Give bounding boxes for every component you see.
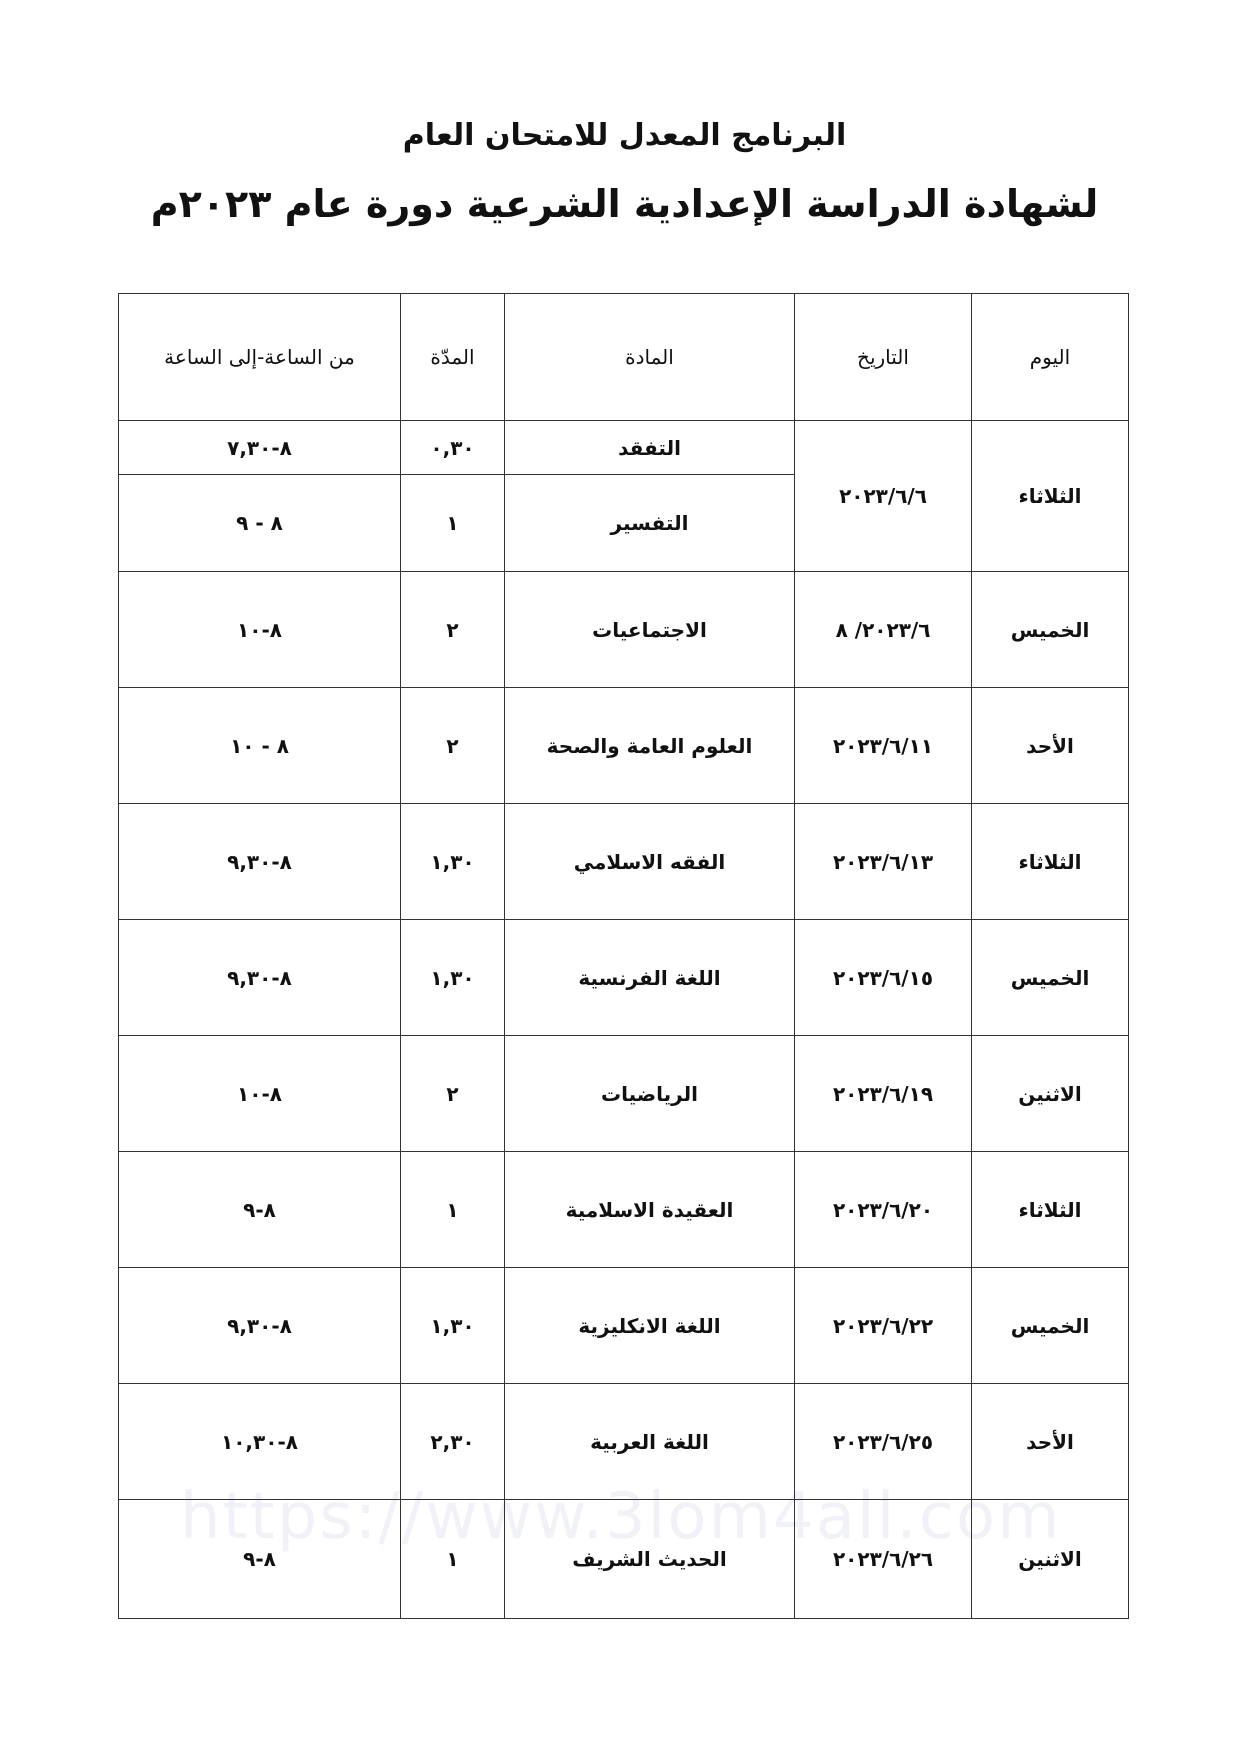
subject-cell: التفسير: [505, 475, 795, 572]
header-duration: المدّة: [401, 294, 505, 421]
day-cell: الخميس: [972, 920, 1129, 1036]
watermark-url: https://www.3lom4all.com: [180, 1480, 1062, 1554]
time-cell: ٨-١٠: [119, 572, 401, 688]
subject-cell: العلوم العامة والصحة: [505, 688, 795, 804]
header-date: التاريخ: [795, 294, 972, 421]
table-row: [119, 1036, 1129, 1152]
duration-cell: ١: [401, 475, 505, 572]
duration-cell: ٢: [401, 688, 505, 804]
date-cell: ٢٠٢٣/٦/١٣: [795, 804, 972, 920]
subject-cell: التفقد: [505, 421, 795, 475]
time-cell: ٨-١٠,٣٠: [119, 1384, 401, 1500]
table-header-row: [119, 294, 1129, 421]
duration-cell: ١: [401, 1152, 505, 1268]
time-cell: ٨-٩,٣٠: [119, 804, 401, 920]
date-cell: ٢٠٢٣/٦/٢٥: [795, 1384, 972, 1500]
day-cell: الأحد: [972, 1384, 1129, 1500]
duration-cell: ٢: [401, 572, 505, 688]
day-cell: الثلاثاء: [972, 1152, 1129, 1268]
time-cell: ٨ - ١٠: [119, 688, 401, 804]
table-row: [119, 688, 1129, 804]
table-row: [119, 920, 1129, 1036]
time-cell: ٨-٩: [119, 1152, 401, 1268]
subject-cell: العقيدة الاسلامية: [505, 1152, 795, 1268]
subject-cell: الفقه الاسلامي: [505, 804, 795, 920]
duration-cell: ١,٣٠: [401, 804, 505, 920]
table-row: [119, 1268, 1129, 1384]
duration-cell: ٢: [401, 1036, 505, 1152]
day-cell: الثلاثاء: [972, 421, 1129, 572]
duration-cell: ١,٣٠: [401, 1268, 505, 1384]
date-cell: ٢٠٢٣/٦/١٥: [795, 920, 972, 1036]
table-row: [119, 1500, 1129, 1619]
date-cell: ٢٠٢٣/٦/٢٠: [795, 1152, 972, 1268]
subject-cell: اللغة الفرنسية: [505, 920, 795, 1036]
date-cell: ٢٠٢٣/٦/ ٨: [795, 572, 972, 688]
time-cell: ٨-٩,٣٠: [119, 1268, 401, 1384]
date-cell: ٢٠٢٣/٦/٢٦: [795, 1500, 972, 1619]
document-title-line-2: لشهادة الدراسة الإعدادية الشرعية دورة عام ٢٠٢٣م: [150, 182, 1099, 226]
date-cell: ٢٠٢٣/٦/١١: [795, 688, 972, 804]
table-row: [119, 572, 1129, 688]
header-subject: المادة: [505, 294, 795, 421]
day-cell: الاثنين: [972, 1036, 1129, 1152]
table-row: [119, 1384, 1129, 1500]
time-cell: ٨-٩,٣٠: [119, 920, 401, 1036]
duration-cell: ٢,٣٠: [401, 1384, 505, 1500]
subject-cell: اللغة العربية: [505, 1384, 795, 1500]
header-time: من الساعة-إلى الساعة: [119, 294, 401, 421]
time-cell: ٨ - ٩: [119, 475, 401, 572]
table-row: [119, 1152, 1129, 1268]
duration-cell: ١,٣٠: [401, 920, 505, 1036]
date-cell: ٢٠٢٣/٦/١٩: [795, 1036, 972, 1152]
document-title-line-1: البرنامج المعدل للامتحان العام: [402, 118, 847, 153]
subject-cell: الرياضيات: [505, 1036, 795, 1152]
subject-cell: الحديث الشريف: [505, 1500, 795, 1619]
day-cell: الأحد: [972, 688, 1129, 804]
day-cell: الخميس: [972, 1268, 1129, 1384]
duration-cell: ٠,٣٠: [401, 421, 505, 475]
time-cell: ٨-٩: [119, 1500, 401, 1619]
date-cell: ٢٠٢٣/٦/٢٢: [795, 1268, 972, 1384]
header-day: اليوم: [972, 294, 1129, 421]
exam-schedule-table: [118, 293, 1129, 1619]
table-row: [119, 421, 1129, 475]
subject-cell: الاجتماعيات: [505, 572, 795, 688]
time-cell: ٨-٧,٣٠: [119, 421, 401, 475]
date-cell: ٢٠٢٣/٦/٦: [795, 421, 972, 572]
table-row: [119, 804, 1129, 920]
duration-cell: ١: [401, 1500, 505, 1619]
time-cell: ٨-١٠: [119, 1036, 401, 1152]
day-cell: الاثنين: [972, 1500, 1129, 1619]
day-cell: الخميس: [972, 572, 1129, 688]
subject-cell: اللغة الانكليزية: [505, 1268, 795, 1384]
day-cell: الثلاثاء: [972, 804, 1129, 920]
